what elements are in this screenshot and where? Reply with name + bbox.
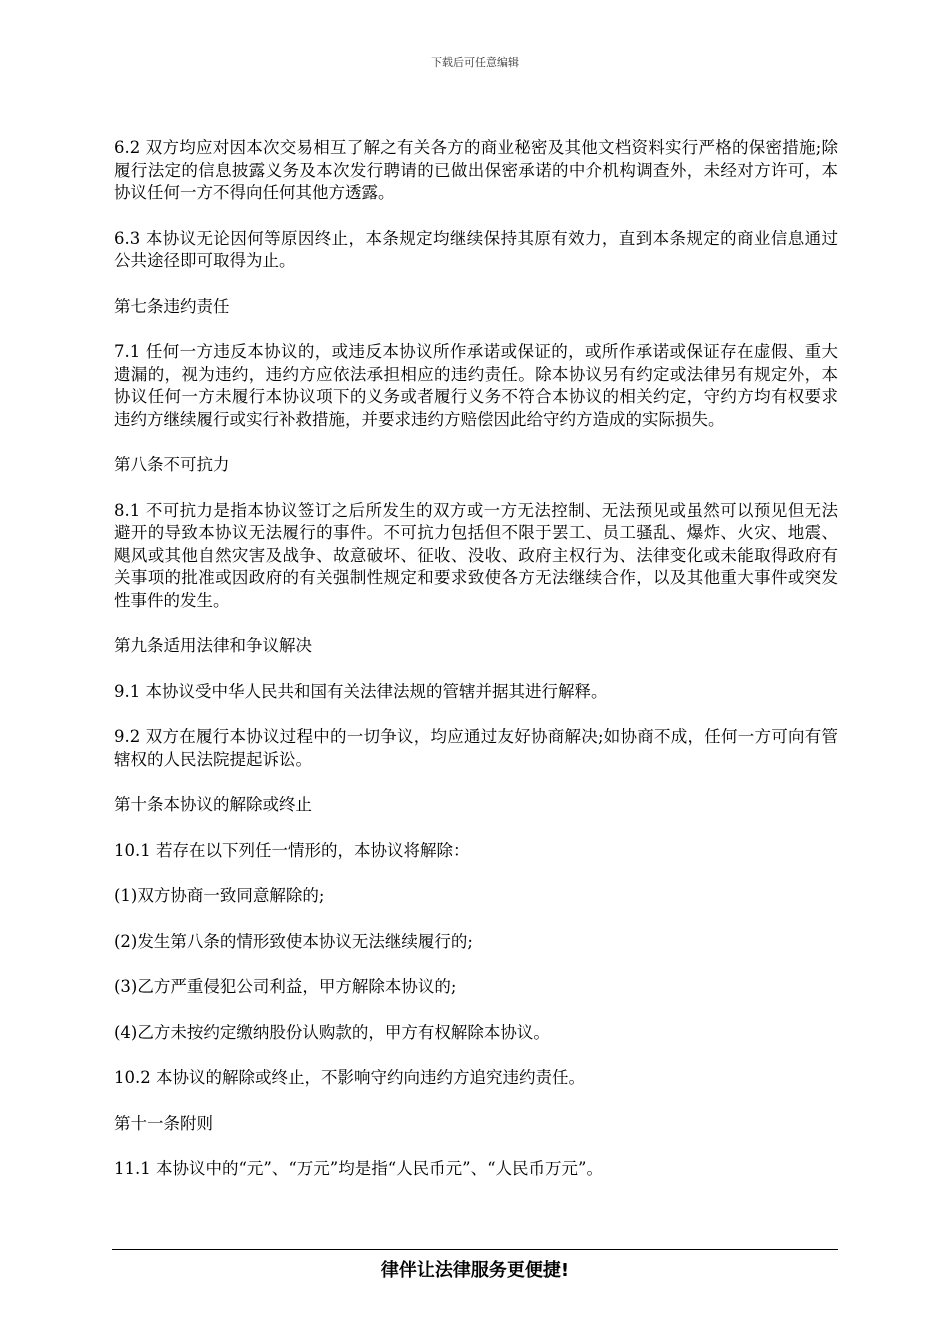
paragraph-10-2: 10.2 本协议的解除或终止，不影响守约向违约方追究违约责任。 <box>114 1068 585 1087</box>
footer-divider <box>112 1249 838 1250</box>
section-heading-article-9: 第九条适用法律和争议解决 <box>114 636 312 655</box>
paragraph-11-1: 11.1 本协议中的“元”、“万元”均是指“人民币元”、“人民币万元”。 <box>114 1159 603 1178</box>
paragraph-9-1: 9.1 本协议受中华人民共和国有关法律法规的管辖并据其进行解释。 <box>114 681 608 701</box>
paragraph-7-1: 7.1 任何一方违反本协议的，或违反本协议所作承诺或保证的，或所作承诺或保证存在虚假、重大遗漏的，视为违约，违约方应依法承担相应的违约责任。除本协议另有约定或法律另有规定外，本协议任何一方未履行本协议项下的义务或者履行义务不符合本协议的相关约定，守约方均有权要求违约方继续履行或实行补救措施，并要求违约方赔偿因此给守约方造成的实际损失。 <box>114 342 838 429</box>
section-heading-article-8: 第八条不可抗力 <box>114 455 230 474</box>
section-heading-article-11: 第十一条附则 <box>114 1113 213 1133</box>
document-body <box>114 137 838 1204</box>
paragraph-8-1: 8.1 不可抗力是指本协议签订之后所发生的双方或一方无法控制、无法预见或虽然可以预见但无法避开的导致本协议无法履行的事件。不可抗力包括但不限于罢工、员工骚乱、爆炸、火灾、地震、飓风或其他自然灾害及战争、故意破坏、征收、没收、政府主权行为、法律变化或未能取得政府有关事项的批准或因政府的有关强制性规定和要求致使各方无法继续合作，以及其他重大事件或突发性事件的发生。 <box>114 500 838 610</box>
paragraph-6-3: 6.3 本协议无论因何等原因终止，本条规定均继续保持其原有效力，直到本条规定的商业信息通过公共途径即可取得为止。 <box>114 228 838 270</box>
section-heading-article-7: 第七条违约责任 <box>114 296 230 316</box>
section-heading-article-10: 第十条本协议的解除或终止 <box>114 795 312 814</box>
list-item-2: (2)发生第八条的情形致使本协议无法继续履行的; <box>114 931 473 951</box>
footer-slogan: 律伴让法律服务更便捷! <box>380 1260 570 1281</box>
list-item-4: (4)乙方未按约定缴纳股份认购款的，甲方有权解除本协议。 <box>114 1022 550 1042</box>
list-item-1: (1)双方协商一致同意解除的; <box>114 886 325 905</box>
page-header: 下载后可任意编辑 <box>431 56 519 69</box>
list-item-3: (3)乙方严重侵犯公司利益，甲方解除本协议的; <box>114 977 457 996</box>
paragraph-9-2: 9.2 双方在履行本协议过程中的一切争议，均应通过友好协商解决;如协商不成，任何一方可向有管辖权的人民法院提起诉讼。 <box>114 727 838 769</box>
paragraph-10-1: 10.1 若存在以下列任一情形的，本协议将解除： <box>114 840 470 860</box>
paragraph-6-2: 6.2 双方均应对因本次交易相互了解之有关各方的商业秘密及其他文档资料实行严格的保密措施;除履行法定的信息披露义务及本次发行聘请的已做出保密承诺的中介机构调查外，未经对方许可，本协议任何一方不得向任何其他方透露。 <box>114 138 838 202</box>
